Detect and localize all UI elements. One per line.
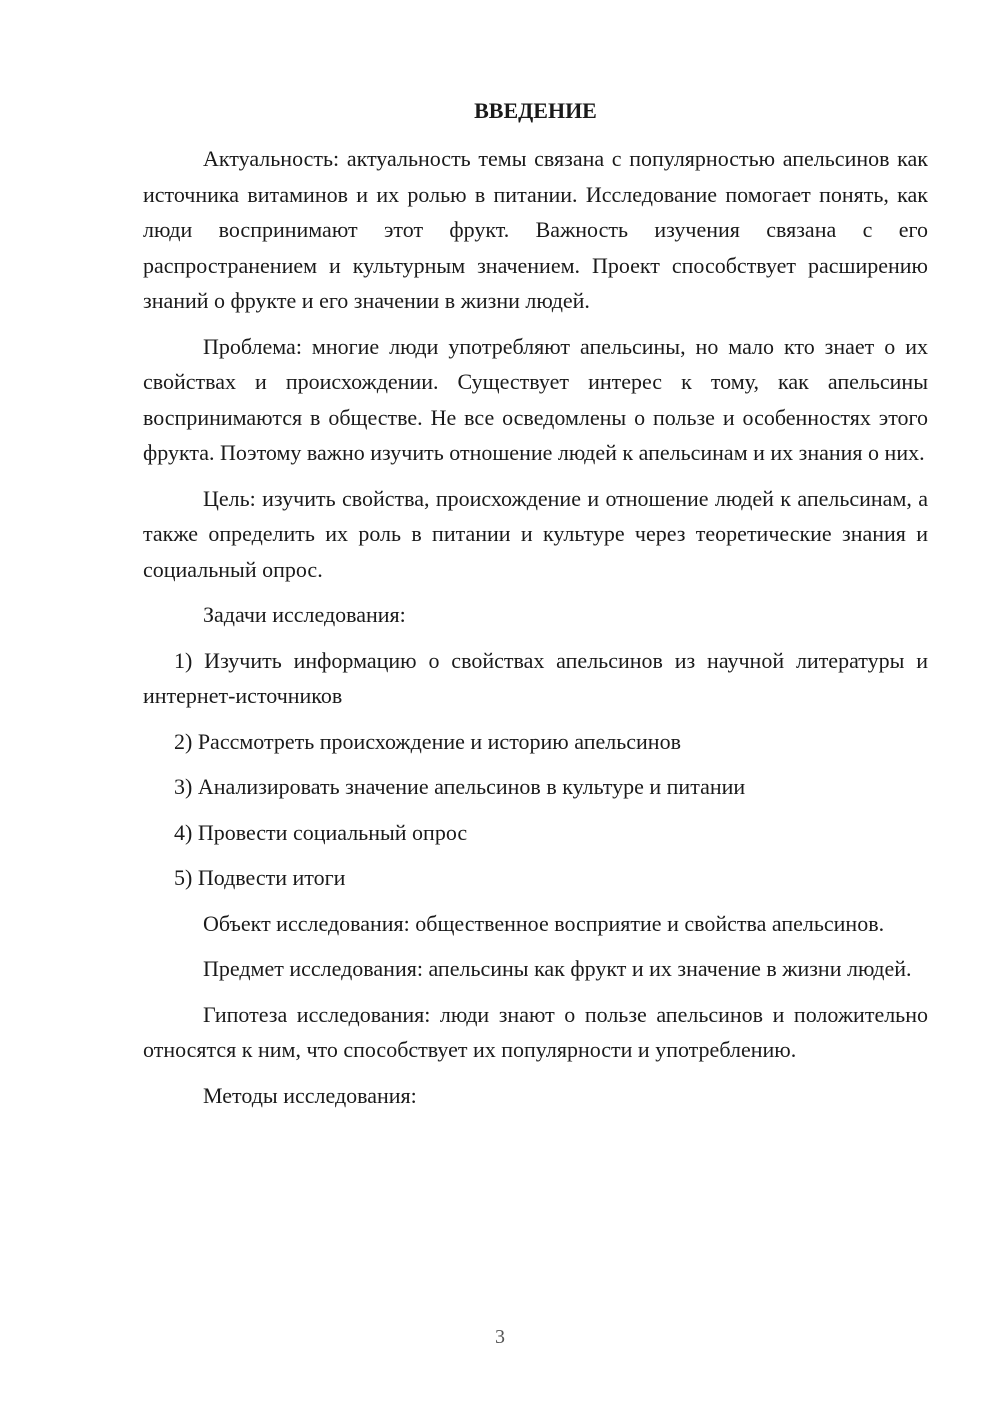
paragraph-tasks-heading: Задачи исследования: [203, 602, 406, 627]
page-title: ВВЕДЕНИЕ [474, 98, 597, 123]
paragraph-relevance: Актуальность: актуальность темы связана с популярностью апельсинов как источника витаминов и их ролью в питании. Исследование помогает понять, как люди воспринимают этот фрукт. Важность изучения связана с его распространением и культурным значением. Проект способствует расширению знаний о фрукте и его значении в жизни людей. [143, 146, 928, 313]
paragraph-methods: Методы исследования: [203, 1082, 417, 1108]
paragraph-hypothesis: Гипотеза исследования: люди знают о пользе апельсинов и положительно относятся к ним, что способствует их популярности и употреблению. [143, 1001, 928, 1062]
list-item: 5) Подвести итоги [174, 865, 346, 890]
paragraph-goal: Цель: изучить свойства, происхождение и отношение людей к апельсинам, а также определить их роль в питании и культуре через теоретические знания и социальный опрос. [143, 485, 928, 582]
paragraph-problem: Проблема: многие люди употребляют апельсины, но мало кто знает о их свойствах и происхождении. Существует интерес к тому, как апельсины воспринимаются в обществе. Не все осведомлены о пользе и особенностях этого фрукта. Поэтому важно изучить отношение людей к апельсинам и их знания о них. [143, 333, 928, 465]
list-item: 1) Изучить информацию о свойствах апельсинов из научной литературы и интернет-источников [143, 647, 928, 708]
paragraph-subject: Предмет исследования: апельсины как фрукт и их значение в жизни людей. [203, 956, 912, 981]
tasks-list [143, 643, 928, 896]
list-item: 4) Провести социальный опрос [174, 819, 468, 845]
paragraph-object: Объект исследования: общественное восприятие и свойства апельсинов. [203, 910, 885, 936]
list-item: 2) Рассмотреть происхождение и историю апельсинов [174, 728, 681, 754]
list-item: 3) Анализировать значение апельсинов в культуре и питании [174, 774, 746, 799]
page-number: 3 [495, 1326, 505, 1348]
page-content [143, 93, 928, 1123]
